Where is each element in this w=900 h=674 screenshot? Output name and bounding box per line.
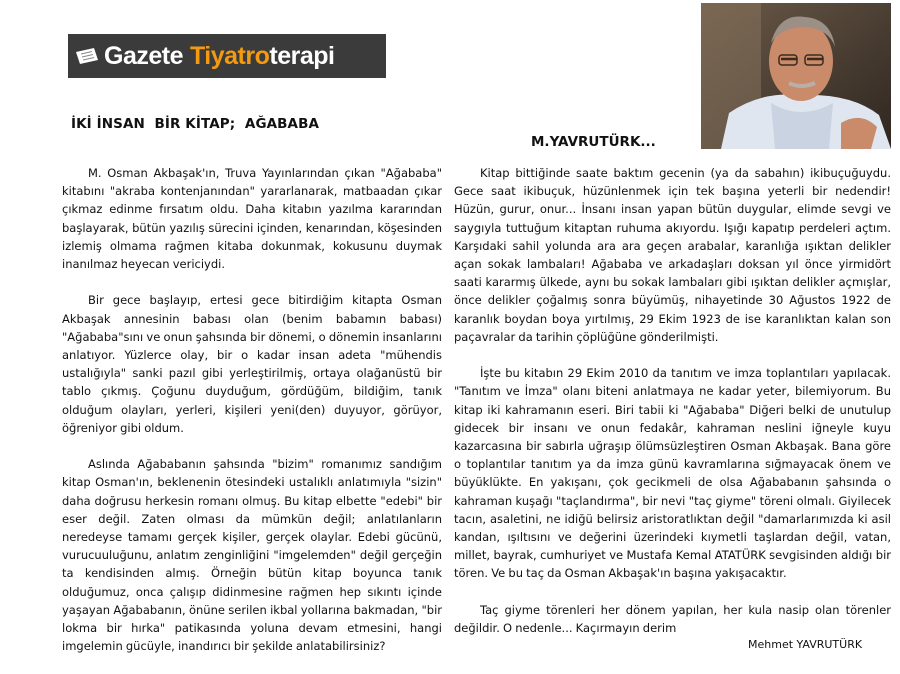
logo-word-gazete: Gazete: [104, 41, 183, 70]
author-photo: [701, 3, 891, 149]
logo-word-tiyatro: Tiyatro: [189, 41, 270, 70]
site-logo[interactable]: [68, 34, 386, 78]
right-column: [454, 164, 891, 655]
left-column: [62, 164, 442, 674]
newspaper-icon: [74, 46, 100, 66]
signature: Mehmet YAVRUTÜRK: [748, 638, 863, 651]
page-title: İKİ İNSAN BİR KİTAP; AĞABABA: [71, 116, 320, 132]
paragraph: Kitap bittiğinde saate baktım gecenin (ya da sabahın) ikibuçuğuydu. Gece saat ikibuçuk, hüzünlenmek için tek başına yeterli bir nedendir! Hüzün, gurur, onur... İnsanı insan yapan bütün duygular, elimde sevgi ve saygıyla tuttuğum kitaptan ruhuma akıyordu. Işığı kapatıp perdeleri açtım. Karşıdaki sahil yolunda ara ara geçen arabalar, karanlığa ışıktan delikler açan sokak lambaları! Ağababa ve arkadaşları doksan yıl önce yirmidört saati kararmış ülkede, aynı bu sokak lambaları gibi ışıktan delikler açmışlar, önce delikler çoğalmış sonra büyümüş, nihayetinde 30 Ağustos 1922 de karanlık boydan boya yırtılmış, 29 Ekim 1923 de ise karanlıktan kalan son paçavralar da tarihin çöplüğüne gönderilmişti.: [454, 166, 891, 344]
paragraph: Bir gece başlayıp, ertesi gece bitirdiğim kitapta Osman Akbaşak annesinin babası olan (benim babamın babası) "Ağababa"sını ve onun şahsında bir dönemi, o dönemin insanlarını anlatıyor. Yüzlerce olay, bir o kadar insan adeta "mühendis ustalığıyla" sanki pazıl gibi yerleştirilmiş, ortaya olağanüstü bir tablo çıkmış. Çoğunu duyduğum, gördüğüm, bildiğim, tanık olduğum olayları, yerleri, kişileri yeni(den) duyuyor, görüyor, öğreniyor gibi oldum.: [62, 293, 442, 435]
paragraph: Taç giyme törenleri her dönem yapılan, her kula nasip olan törenler değildir. O nedenle... Kaçırmayın derim: [454, 602, 891, 636]
paragraph: M. Osman Akbaşak'ın, Truva Yayınlarından çıkan "Ağababa" kitabını "akraba kontenjanından" yararlanarak, matbaadan çıkar çıkmaz edinme fırsatım oldu. Daha kitabın yazılma kararından başlayarak, bütün yazılış sürecini içinden, kenarından, köşesinden izlemiş olmama rağmen kitaba dokunmak, kokusunu duymak inanılmaz heyecan vericiydi.: [62, 166, 442, 272]
paragraph: Aslında Ağababanın şahsında "bizim" romanımız sandığım kitap Osman'ın, beklenenin ötesindeki ustalıklı anlatımıyla "sizin" daha doğrusu herkesin romanı olmuş. Bu kitap elbette "edebi" bir eser değil. Zaten olması da mümkün değil; anlatılanların neredeyse tamamı gerçek kişiler, gerçek olaylar. Edebi gücünü, vurucuuluğunu, anlatım zenginliğini "imgelemden" değil gerçeğin ta kendisinden almış. Örneğin bütün kitap boyunca tanık olduğumuz, onca çalışıp didinmesine rağmen hep sıkıntı içinde yaşayan Ağababanın, önüne serilen ikbal yollarına bakmadan, "bir lokma bir hırka" patikasında yoluna devam etmesini, hangi imgelemin gücüyle, inandırıcı bir şekilde anlatabilirsiniz?: [62, 457, 442, 654]
author-tag: M.YAVRUTÜRK...: [531, 134, 656, 150]
paragraph: İşte bu kitabın 29 Ekim 2010 da tanıtım ve imza toplantıları yapılacak. "Tanıtım ve İmza" olanı biteni anlatmaya ne kadar yeter, bilemiyorum. Bu kitap iki kahramanın eseri. Biri tabii ki "Ağababa" Diğeri belki de unutulup gidecek bir insanı ve onun fedakâr, kahraman neslini iğneyle kuyu kazarcasına bir sabırla uğraşıp ölümsüzleştiren Osman Akbaşak. Bana göre o toplantılar tanıtım ya da imza günü kavramlarına sığmayacak önem ve büyüklükte. En yakışanı, çok gecikmeli de olsa Ağababanın şahsında o kahraman kuşağı "taçlandırma", bir nevi "taç giyme" töreni olmalı. Giyilecek tacın, asaletini, ne idiğü belirsiz aristoratlıktan değil "damarlarımızda ki asil kandan, ışıltısını ve değerini üzerindeki kıymetli taşlardan değil, vatan, millet, bayrak, cumhuriyet ve Mustafa Kemal ATATÜRK sevgisinden aldığı bir tören. Ve bu taç da Osman Akbaşak'ın başına yakışacaktır.: [454, 366, 891, 581]
logo-word-terapi: terapi: [269, 41, 335, 70]
